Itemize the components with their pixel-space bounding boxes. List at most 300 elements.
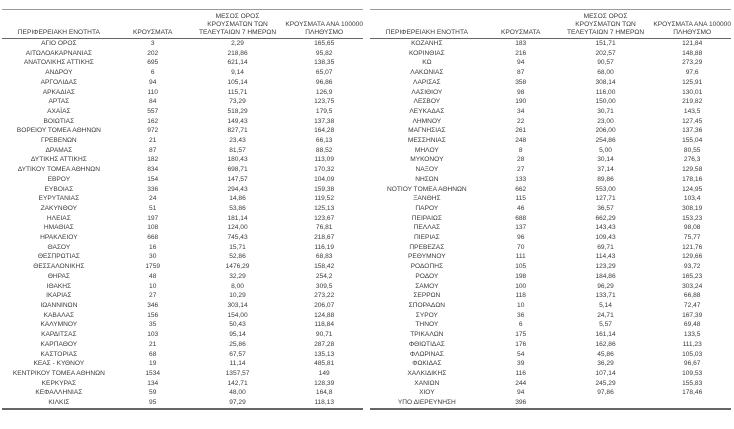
table-row	[2, 175, 363, 185]
table-left-half	[2, 9, 363, 410]
per100k-cell: 143,5	[683, 107, 701, 115]
per100k-cell	[653, 398, 731, 409]
per100k-cell: 170,32	[314, 166, 335, 174]
cases-cell: 346	[147, 301, 159, 309]
region-cell: ΡΟΔΟΠΗΣ	[410, 263, 444, 271]
avg7-cell: 48,00	[229, 389, 246, 397]
cases-cell: 557	[147, 107, 159, 115]
cases-cell: 115	[515, 195, 526, 203]
avg7-cell: 143,43	[595, 224, 616, 232]
region-cell: ΝΗΣΩΝ	[415, 175, 439, 183]
cases-cell: 87	[149, 146, 157, 154]
table-row	[2, 155, 363, 165]
avg7-cell: 24,71	[597, 311, 614, 319]
region-cell: ΜΑΓΝΗΣΙΑΣ	[408, 127, 446, 135]
cases-cell: 24	[149, 195, 157, 203]
per100k-cell: 121,76	[682, 243, 703, 251]
per100k-cell: 90,71	[315, 331, 333, 339]
per100k-cell: 149	[318, 369, 330, 377]
cases-cell: 116	[515, 369, 526, 377]
avg7-cell: 9,14	[231, 69, 244, 77]
table-row	[2, 398, 363, 409]
per100k-cell: 158,42	[314, 263, 335, 271]
table-row	[2, 88, 363, 98]
table-row	[370, 88, 731, 98]
avg7-cell: 67,57	[229, 350, 246, 358]
region-cell: ΜΕΣΣΗΝΙΑΣ	[407, 137, 446, 145]
region-cell: ΧΙΟΥ	[419, 389, 435, 397]
region-cell: ΗΛΕΙΑΣ	[46, 214, 71, 222]
table-row	[370, 155, 731, 165]
avg7-cell: 254,86	[595, 137, 616, 145]
per100k-cell: 308,19	[682, 204, 703, 212]
cases-cell: 34	[517, 107, 525, 115]
avg7-cell: 5,00	[599, 146, 612, 154]
table-row	[370, 107, 731, 117]
header-region: ΠΕΡΙΦΕΡΕΙΑΚΗ ΕΝΟΤΗΤΑ	[17, 29, 100, 36]
per100k-cell: 123,75	[314, 98, 335, 106]
table-row	[370, 272, 731, 282]
region-cell: ΧΑΝΙΩΝ	[414, 379, 440, 387]
cases-cell: 176	[515, 340, 527, 348]
table-row	[2, 282, 363, 292]
avg7-cell: 107,14	[595, 369, 616, 377]
table-row	[2, 49, 363, 59]
cases-cell: 39	[517, 360, 525, 368]
region-cell: ΤΡΙΚΑΛΩΝ	[410, 331, 444, 339]
region-cell: ΣΠΟΡΑΔΩΝ	[408, 301, 446, 309]
avg7-cell: 109,43	[595, 234, 616, 242]
table-header	[2, 10, 363, 39]
avg7-cell: 162,86	[595, 340, 616, 348]
cases-cell: 22	[517, 117, 525, 125]
table-row	[370, 301, 731, 311]
avg7-cell: 69,71	[597, 243, 614, 251]
region-cell: ΗΡΑΚΛΕΙΟΥ	[40, 234, 78, 242]
avg7-cell: 553,00	[595, 185, 616, 193]
table-row	[2, 301, 363, 311]
table-row	[370, 388, 731, 398]
per100k-cell: 125,91	[682, 78, 703, 86]
per100k-cell: 153,23	[682, 214, 703, 222]
region-cell: ΑΝΑΤΟΛΙΚΗΣ ΑΤΤΙΚΗΣ	[23, 59, 94, 67]
per100k-cell: 178,16	[682, 175, 703, 183]
region-cell: ΚΟΖΑΝΗΣ	[411, 40, 443, 47]
avg7-cell: 114,43	[595, 253, 616, 261]
avg7-cell: 45,86	[597, 350, 614, 358]
table-row	[370, 214, 731, 224]
avg7-cell: 105,14	[227, 78, 248, 86]
per100k-cell: 96,67	[683, 360, 701, 368]
region-cell: ΑΙΤΩΛΟΑΚΑΡΝΑΝΙΑΣ	[25, 49, 92, 57]
avg7-cell: 52,86	[229, 253, 246, 261]
avg7-cell: 32,29	[229, 272, 246, 280]
table-row	[2, 350, 363, 360]
cases-cell: 1759	[145, 263, 161, 271]
per100k-cell: 127,45	[682, 117, 703, 125]
table-row	[370, 379, 731, 389]
per100k-cell: 69,48	[683, 321, 701, 329]
avg7-cell: 97,29	[229, 399, 246, 407]
cases-cell: 27	[149, 292, 157, 300]
per100k-cell: 164,28	[314, 127, 335, 135]
cases-cell: 30	[149, 253, 157, 261]
avg7-cell: 218,86	[227, 49, 248, 57]
cases-cell: 59	[149, 389, 157, 397]
cases-cell: 111	[515, 253, 526, 261]
per100k-cell: 95,82	[315, 49, 333, 57]
region-cell: ΘΕΣΣΑΛΟΝΙΚΗΣ	[33, 263, 85, 271]
region-cell: ΔΥΤΙΚΗΣ ΑΤΤΙΚΗΣ	[30, 156, 87, 164]
avg7-cell: 621,14	[227, 59, 248, 67]
table-row	[370, 262, 731, 272]
cases-cell: 834	[147, 166, 159, 174]
region-cell: ΔΥΤΙΚΟΥ ΤΟΜΕΑ ΑΘΗΝΩΝ	[17, 166, 100, 174]
table-row	[2, 233, 363, 243]
table-row	[370, 49, 731, 59]
cases-cell: 156	[147, 311, 159, 319]
per100k-cell: 76,81	[315, 224, 333, 232]
region-cell: ΘΕΣΠΡΩΤΙΑΣ	[37, 253, 80, 261]
per100k-cell: 133,5	[683, 331, 701, 339]
cases-cell: 216	[515, 49, 527, 57]
avg7-cell: 149,43	[227, 117, 248, 125]
region-cell: ΠΑΡΟΥ	[415, 204, 439, 212]
per100k-cell: 121,84	[682, 40, 703, 47]
avg7-cell: 147,57	[227, 175, 248, 183]
region-cell: ΠΙΕΡΙΑΣ	[414, 234, 440, 242]
region-cell: ΣΕΡΡΩΝ	[413, 292, 441, 300]
region-cell: ΛΑΡΙΣΑΣ	[413, 78, 441, 86]
table-row	[2, 136, 363, 146]
cases-cell: 36	[517, 311, 525, 319]
per100k-cell: 155,04	[682, 137, 703, 145]
region-cell: ΙΘΑΚΗΣ	[46, 282, 72, 290]
avg7-cell: 14,86	[229, 195, 246, 203]
avg7-cell: 73,29	[229, 98, 246, 106]
cases-cell: 94	[517, 389, 525, 397]
avg7-cell: 96,29	[597, 282, 614, 290]
region-cell: ΚΕΡΚΥΡΑΣ	[41, 379, 77, 387]
avg7-cell: 1357,57	[225, 369, 250, 377]
per100k-cell: 135,13	[314, 350, 335, 358]
per100k-cell: 129,66	[682, 253, 703, 261]
table-row	[370, 58, 731, 68]
cases-cell: 51	[149, 204, 157, 212]
per100k-cell: 126,9	[315, 88, 333, 96]
table-row	[2, 388, 363, 398]
cases-cell: 10	[149, 282, 157, 290]
cases-cell: 70	[517, 243, 525, 251]
table-row	[2, 126, 363, 136]
cases-cell: 662	[515, 185, 527, 193]
cases-cell: 134	[147, 379, 159, 387]
avg7-cell: 124,00	[227, 224, 248, 232]
region-cell: ΣΥΡΟΥ	[415, 311, 438, 319]
per100k-cell: 88,52	[315, 146, 333, 154]
table-row	[2, 68, 363, 78]
table-row	[2, 262, 363, 272]
table-row	[370, 223, 731, 233]
avg7-cell: 15,71	[229, 243, 246, 251]
cases-cell: 28	[517, 156, 525, 164]
table-row	[2, 214, 363, 224]
avg7-cell: 97,86	[597, 389, 614, 397]
table-row	[370, 350, 731, 360]
header-row	[2, 10, 363, 39]
table-row	[2, 204, 363, 214]
per100k-cell: 105,03	[682, 350, 703, 358]
cases-cell: 668	[147, 234, 159, 242]
region-cell: ΛΑΣΙΘΙΟΥ	[411, 88, 443, 96]
cases-cell: 10	[517, 301, 525, 309]
avg7-cell: 150,00	[595, 98, 616, 106]
region-cell: ΠΕΙΡΑΙΩΣ	[411, 214, 442, 222]
cases-cell: 16	[149, 243, 157, 251]
cases-cell: 190	[515, 98, 527, 106]
table-row	[370, 282, 731, 292]
header-per100k: ΚΡΟΥΣΜΑΤΑ ΑΝΑ 100000 ΠΛΗΘΥΣΜΟ	[285, 21, 364, 36]
per100k-cell: 167,39	[682, 311, 703, 319]
cases-cell: 396	[515, 399, 527, 407]
cases-cell: 87	[517, 69, 525, 77]
avg7-cell: 115,71	[227, 88, 248, 96]
avg7-cell: 25,86	[229, 340, 246, 348]
table-row	[370, 243, 731, 253]
table-row	[2, 194, 363, 204]
per100k-cell: 104,09	[314, 175, 335, 183]
region-cell: ΕΥΒΟΙΑΣ	[44, 185, 74, 193]
table-row	[2, 291, 363, 301]
header-cases: ΚΡΟΥΣΜΑΤΑ	[500, 29, 541, 36]
table-row	[2, 223, 363, 233]
avg7-cell: 81,57	[229, 146, 246, 154]
region-cell: ΚΑΛΥΜΝΟΥ	[40, 321, 78, 329]
table-row	[370, 233, 731, 243]
table-row	[2, 311, 363, 321]
table-row	[370, 204, 731, 214]
region-cell: ΜΗΛΟΥ	[414, 146, 439, 154]
avg7-cell: 142,71	[227, 379, 248, 387]
avg7-cell: 5,14	[599, 301, 612, 309]
cases-cell: 202	[147, 49, 159, 57]
avg7-cell: 180,43	[227, 156, 248, 164]
cases-cell: 94	[149, 78, 157, 86]
table-row	[2, 185, 363, 195]
per100k-cell: 137,38	[314, 117, 335, 125]
per100k-cell: 218,67	[314, 234, 335, 242]
per100k-cell: 164,8	[315, 389, 333, 397]
region-cell: ΘΗΡΑΣ	[47, 272, 70, 280]
region-cell: ΔΡΑΜΑΣ	[45, 146, 73, 154]
cases-cell: 688	[515, 214, 527, 222]
avg7-cell	[558, 398, 654, 409]
cases-cell: 695	[147, 59, 159, 67]
avg7-cell: 36,29	[597, 360, 614, 368]
cases-cell: 972	[147, 127, 159, 135]
region-cell: ΒΟΙΩΤΙΑΣ	[43, 117, 75, 125]
header-region: ΠΕΡΙΦΕΡΕΙΑΚΗ ΕΝΟΤΗΤΑ	[385, 29, 468, 36]
table-row	[2, 252, 363, 262]
cases-cell: 54	[517, 350, 525, 358]
avg7-cell: 245,29	[595, 379, 616, 387]
table-row	[370, 146, 731, 156]
avg7-cell: 30,71	[597, 107, 614, 115]
cases-table-left	[2, 9, 363, 410]
table-row	[370, 39, 731, 49]
per100k-cell: 111,23	[682, 340, 702, 348]
cases-cell: 98	[517, 88, 525, 96]
avg7-cell: 95,14	[229, 331, 246, 339]
cases-cell: 19	[149, 360, 157, 368]
cases-cell: 21	[149, 137, 157, 145]
avg7-cell: 1476,29	[225, 263, 250, 271]
cases-cell: 108	[147, 224, 159, 232]
per100k-cell: 219,82	[682, 98, 703, 106]
region-cell: ΛΕΥΚΑΔΑΣ	[409, 107, 445, 115]
cases-cell: 48	[149, 272, 157, 280]
per100k-cell: 113,09	[314, 156, 335, 164]
region-cell: ΚΩ	[422, 59, 432, 67]
table-row	[2, 146, 363, 156]
per100k-cell: 118,13	[314, 399, 335, 407]
avg7-cell: 662,29	[595, 214, 616, 222]
per100k-cell: 72,47	[683, 301, 701, 309]
cases-cell: 198	[515, 272, 527, 280]
region-cell: ΑΡΤΑΣ	[48, 98, 70, 106]
region-cell: ΑΓΙΟ ΟΡΟΣ	[41, 40, 77, 47]
region-cell: ΛΗΜΝΟΥ	[412, 117, 442, 125]
avg7-cell: 36,57	[597, 204, 614, 212]
avg7-cell: 518,29	[227, 107, 248, 115]
region-cell: ΥΠΟ ΔΙΕΡΕΥΝΗΣΗ	[397, 399, 456, 407]
per100k-cell: 109,53	[682, 369, 703, 377]
cases-cell: 103	[147, 331, 159, 339]
region-cell: ΦΘΙΩΤΙΔΑΣ	[408, 340, 445, 348]
region-cell: ΓΡΕΒΕΝΩΝ	[41, 137, 77, 145]
region-cell: ΖΑΚΥΝΘΟΥ	[40, 204, 78, 212]
cases-cell: 100	[515, 282, 527, 290]
table-row	[370, 311, 731, 321]
avg7-cell: 5,57	[599, 321, 612, 329]
table-header	[370, 10, 731, 39]
region-cell: ΙΩΑΝΝΙΝΩΝ	[40, 301, 78, 309]
table-row	[2, 369, 363, 379]
region-cell: ΞΑΝΘΗΣ	[413, 195, 441, 203]
cases-cell: 118	[515, 292, 526, 300]
cases-cell: 261	[515, 127, 527, 135]
table-row	[2, 78, 363, 88]
header-per100k: ΚΡΟΥΣΜΑΤΑ ΑΝΑ 100000 ΠΛΗΘΥΣΜΟ	[653, 21, 732, 36]
table-row	[2, 97, 363, 107]
per100k-cell: 303,24	[682, 282, 703, 290]
cases-cell: 248	[515, 137, 527, 145]
table-row	[370, 320, 731, 330]
avg7-cell: 202,57	[595, 49, 616, 57]
avg7-cell: 827,71	[227, 127, 248, 135]
region-cell: ΣΑΜΟΥ	[415, 282, 439, 290]
cases-cell: 6	[150, 69, 155, 77]
cases-table-right	[370, 9, 731, 410]
region-cell: ΜΥΚΟΝΟΥ	[410, 156, 444, 164]
avg7-cell: 90,57	[597, 59, 614, 67]
region-cell: ΚΑΒΑΛΑΣ	[43, 311, 75, 319]
table-row	[370, 252, 731, 262]
table-row	[2, 58, 363, 68]
region-cell: ΚΑΡΔΙΤΣΑΣ	[41, 331, 77, 339]
avg7-cell: 68,00	[597, 69, 614, 77]
per100k-cell: 309,5	[315, 282, 333, 290]
per100k-cell: 128,39	[314, 379, 335, 387]
per100k-cell: 485,81	[314, 360, 335, 368]
region-cell: ΑΡΚΑΔΙΑΣ	[42, 88, 75, 96]
region-cell: ΒΟΡΕΙΟΥ ΤΟΜΕΑ ΑΘΗΝΩΝ	[16, 127, 101, 135]
table-row	[370, 369, 731, 379]
per100k-cell: 179,5	[315, 107, 333, 115]
table-body-right	[370, 39, 731, 409]
cases-cell: 197	[147, 214, 159, 222]
table-row	[370, 340, 731, 350]
cases-cell: 8	[518, 146, 523, 154]
table-row	[2, 243, 363, 253]
per100k-cell: 165,65	[314, 40, 335, 47]
per100k-cell: 103,4	[683, 195, 701, 203]
cases-cell: 175	[515, 331, 527, 339]
per100k-cell: 287,28	[314, 340, 335, 348]
region-cell: ΡΟΔΟΥ	[415, 272, 439, 280]
region-cell: ΙΚΑΡΙΑΣ	[46, 292, 72, 300]
avg7-cell: 123,29	[595, 263, 616, 271]
avg7-cell: 151,71	[595, 40, 616, 47]
region-cell: ΛΑΚΩΝΙΑΣ	[410, 69, 444, 77]
cases-cell: 3	[150, 40, 155, 47]
header-row	[370, 10, 731, 39]
cases-cell: 137	[515, 224, 527, 232]
cases-cell: 1534	[145, 369, 161, 377]
table-row	[370, 165, 731, 175]
per100k-cell: 123,67	[314, 214, 335, 222]
table-row	[2, 165, 363, 175]
table-row	[370, 175, 731, 185]
region-cell: ΑΡΓΟΛΙΔΑΣ	[40, 78, 78, 86]
avg7-cell: 89,86	[597, 175, 614, 183]
cases-cell: 96	[517, 234, 525, 242]
region-cell: ΤΗΝΟΥ	[415, 321, 439, 329]
cases-cell: 84	[149, 98, 157, 106]
per100k-cell: 118,84	[314, 321, 335, 329]
avg7-cell: 11,14	[229, 360, 246, 368]
region-cell: ΚΕΑΣ - ΚΥΘΝΟΥ	[33, 360, 85, 368]
table-row	[370, 97, 731, 107]
table-right-half	[370, 9, 731, 410]
avg7-cell: 294,43	[227, 185, 248, 193]
per100k-cell: 137,36	[682, 127, 703, 135]
per100k-cell: 159,38	[314, 185, 335, 193]
per100k-cell: 124,95	[682, 185, 703, 193]
table-row	[370, 194, 731, 204]
per100k-cell: 66,13	[315, 137, 333, 145]
avg7-cell: 127,71	[595, 195, 616, 203]
region-cell: ΚΟΡΙΝΘΙΑΣ	[408, 49, 445, 57]
per100k-cell: 138,35	[314, 59, 335, 67]
table-row	[370, 68, 731, 78]
cases-cell: 133	[515, 175, 527, 183]
per100k-cell: 148,88	[682, 49, 703, 57]
region-cell: ΕΒΡΟΥ	[47, 175, 71, 183]
per100k-cell: 273,29	[682, 59, 703, 67]
region-cell: ΝΑΞΟΥ	[415, 166, 439, 174]
cases-cell: 244	[515, 379, 527, 387]
